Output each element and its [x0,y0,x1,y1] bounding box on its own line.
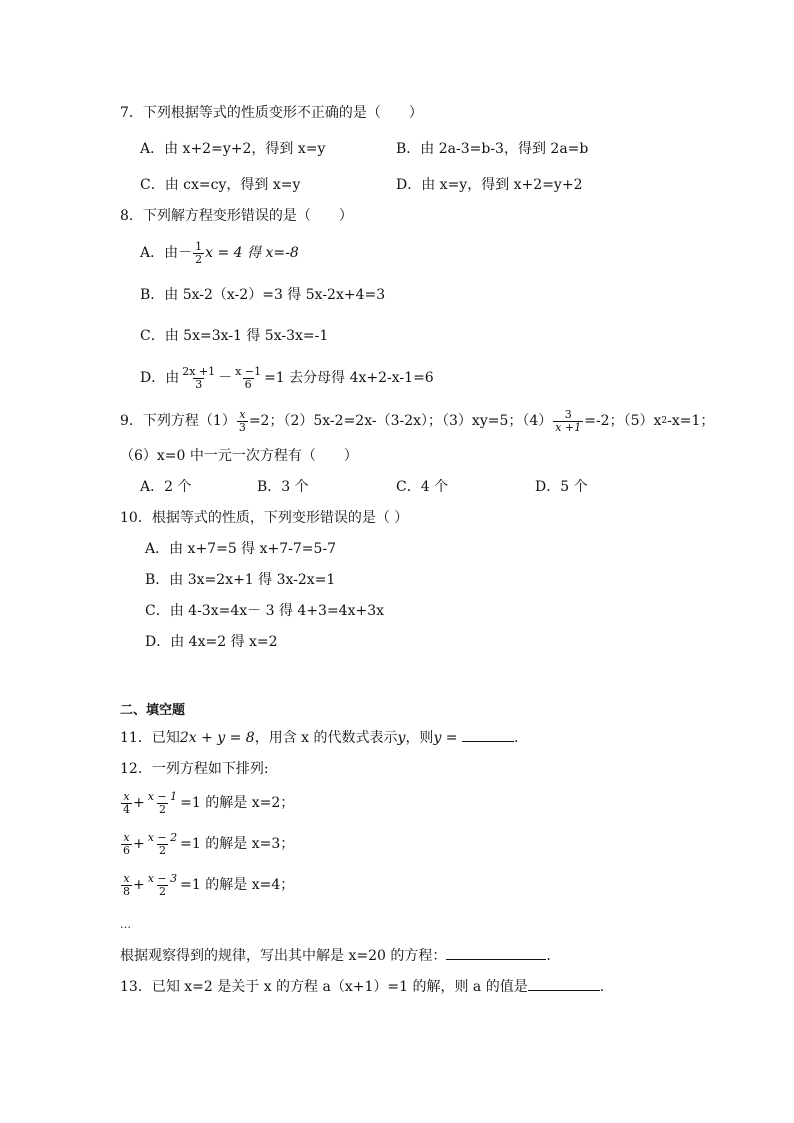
q8-d-prefix: D．由 [140,370,180,386]
q11-suffix: . [513,730,519,746]
q12-row-2 [120,827,294,861]
q12-row3-d2: 2 [158,884,166,898]
q12-row2-d2: 2 [158,843,166,857]
q12-row3-d1: 8 [123,884,130,898]
q9-line-2: （6）x=0 中一元一次方程有（ ） [120,448,358,464]
q11-answer-blank[interactable] [462,727,514,742]
q12-row1-d1: 4 [123,802,130,816]
q12-answer-blank[interactable] [446,945,546,960]
q12-row3-n2: x − 3 [147,871,178,885]
q12-row-3 [120,868,294,902]
q12-last-suffix: . [546,948,551,964]
section-title: 二、填空题 [120,703,186,718]
q8-stem: 8．下列解方程变形错误的是（ ） [120,208,353,224]
q8-d-minus: － [218,370,233,386]
q12-row1-fraction-1 [121,791,132,816]
q12-row1-d2: 2 [158,802,166,816]
q9-superscript: 2 [661,416,668,426]
q11-y: y [397,730,406,746]
q9-f1-denominator: 3 [238,420,246,434]
q9-middle-2: =-2；（5）x [584,413,662,429]
q8-d-fraction-1 [180,366,217,391]
q9-option-c: C．4 个 [396,479,449,495]
q12-row-1 [120,786,294,820]
q9-middle: =2；（2）5x-2=2x-（3-2x）；（3）xy=5；（4） [248,413,553,429]
q8-a-denominator: 2 [195,252,203,266]
q8-d-fraction-2 [233,366,263,391]
q12-row2-n2: x − 2 [147,830,178,844]
q11 [120,727,518,747]
q9-option-b: B．3 个 [257,479,309,495]
q9-f1-numerator: x [239,407,246,421]
q13-prefix: 13．已知 x=2 是关于 x 的方程 a（x+1）=1 的解，则 a 的值是 [120,979,528,995]
q11-y-equals: y = [433,730,458,746]
q12-last-prefix: 根据观察得到的规律，写出其中解是 x=20 的方程： [120,948,447,964]
q12-row1-n1: x [123,789,130,803]
q11-equation: 2x + y = 8 [179,730,255,746]
q11-middle-2: ，则 [405,730,434,746]
q8-a-rest: x = 4 得 x=-8 [205,245,299,261]
q10-option-c: C．由 4-3x=4x－ 3 得 4+3=4x+3x [145,603,385,619]
q12-row1-text: =1 的解是 x=2； [180,795,295,811]
q13 [120,976,604,996]
q8-d-denominator-1: 3 [195,377,203,391]
q9-option-a: A．2 个 [140,479,192,495]
q12-ellipsis: … [120,918,131,931]
q9-f2-numerator: 3 [564,407,572,421]
q8-d-numerator-2: x −1 [235,364,262,378]
q12-row1-n2: x − 1 [147,789,178,803]
q9-line-1 [120,404,714,438]
q7-option-b: B．由 2a-3=b-3，得到 2a=b [396,141,589,157]
q9-prefix: 9．下列方程（1） [120,413,236,429]
q10-stem: 10．根据等式的性质，下列变形错误的是（ ） [120,510,409,526]
q7-option-d: D．由 x=y，得到 x+2=y+2 [396,177,583,193]
q7-option-c: C．由 cx=cy，得到 x=y [140,177,301,193]
q11-middle: ，用含 x 的代数式表示 [254,730,398,746]
q9-option-d: D．5 个 [535,479,588,495]
q8-option-c: C．由 5x=3x-1 得 5x-3x=-1 [140,328,329,344]
q11-prefix: 11．已知 [120,730,180,746]
q12-row2-text: =1 的解是 x=3； [180,836,295,852]
q9-f2-denominator: x +1 [555,420,582,434]
q8-d-denominator-2: 6 [244,377,252,391]
q8-a-numerator: 1 [195,239,203,253]
q13-answer-blank[interactable] [528,976,600,991]
q8-a-fraction [193,241,204,266]
q12-row3-n1: x [123,871,130,885]
q12-row2-fraction-2 [146,832,179,857]
q13-suffix: . [599,979,605,995]
q8-d-numerator-1: 2x +1 [182,364,216,378]
q7-stem: 7．下列根据等式的性质变形不正确的是（ ） [120,105,423,121]
q10-option-a: A．由 x+7=5 得 x+7-7=5-7 [145,541,337,557]
q12-last-line [120,945,551,965]
q12-row2-plus: + [133,836,145,852]
q12-row1-fraction-2 [146,791,179,816]
q12-row3-fraction-2 [146,873,179,898]
q12-stem: 12．一列方程如下排列: [120,761,269,777]
q8-option-a [140,238,299,268]
q12-row2-fraction-1 [121,832,132,857]
q12-row3-plus: + [133,877,145,893]
q9-fraction-2 [553,409,583,434]
q12-row3-fraction-1 [121,873,132,898]
q12-row2-d1: 6 [123,843,130,857]
q8-a-prefix: A．由－ [140,245,193,261]
q12-row1-plus: + [133,795,145,811]
q7-option-a: A．由 x+2=y+2，得到 x=y [140,141,326,157]
q9-suffix: -x=1； [667,413,715,429]
q12-row3-text: =1 的解是 x=4； [180,877,295,893]
q10-option-d: D．由 4x=2 得 x=2 [145,634,278,650]
q12-row2-n1: x [123,830,130,844]
q8-option-d [140,363,434,393]
q10-option-b: B．由 3x=2x+1 得 3x-2x=1 [145,572,336,588]
q8-option-b: B．由 5x-2（x-2）=3 得 5x-2x+4=3 [140,287,386,303]
q9-fraction-1 [237,409,248,434]
q8-d-rest: =1 去分母得 4x+2-x-1=6 [264,370,434,386]
